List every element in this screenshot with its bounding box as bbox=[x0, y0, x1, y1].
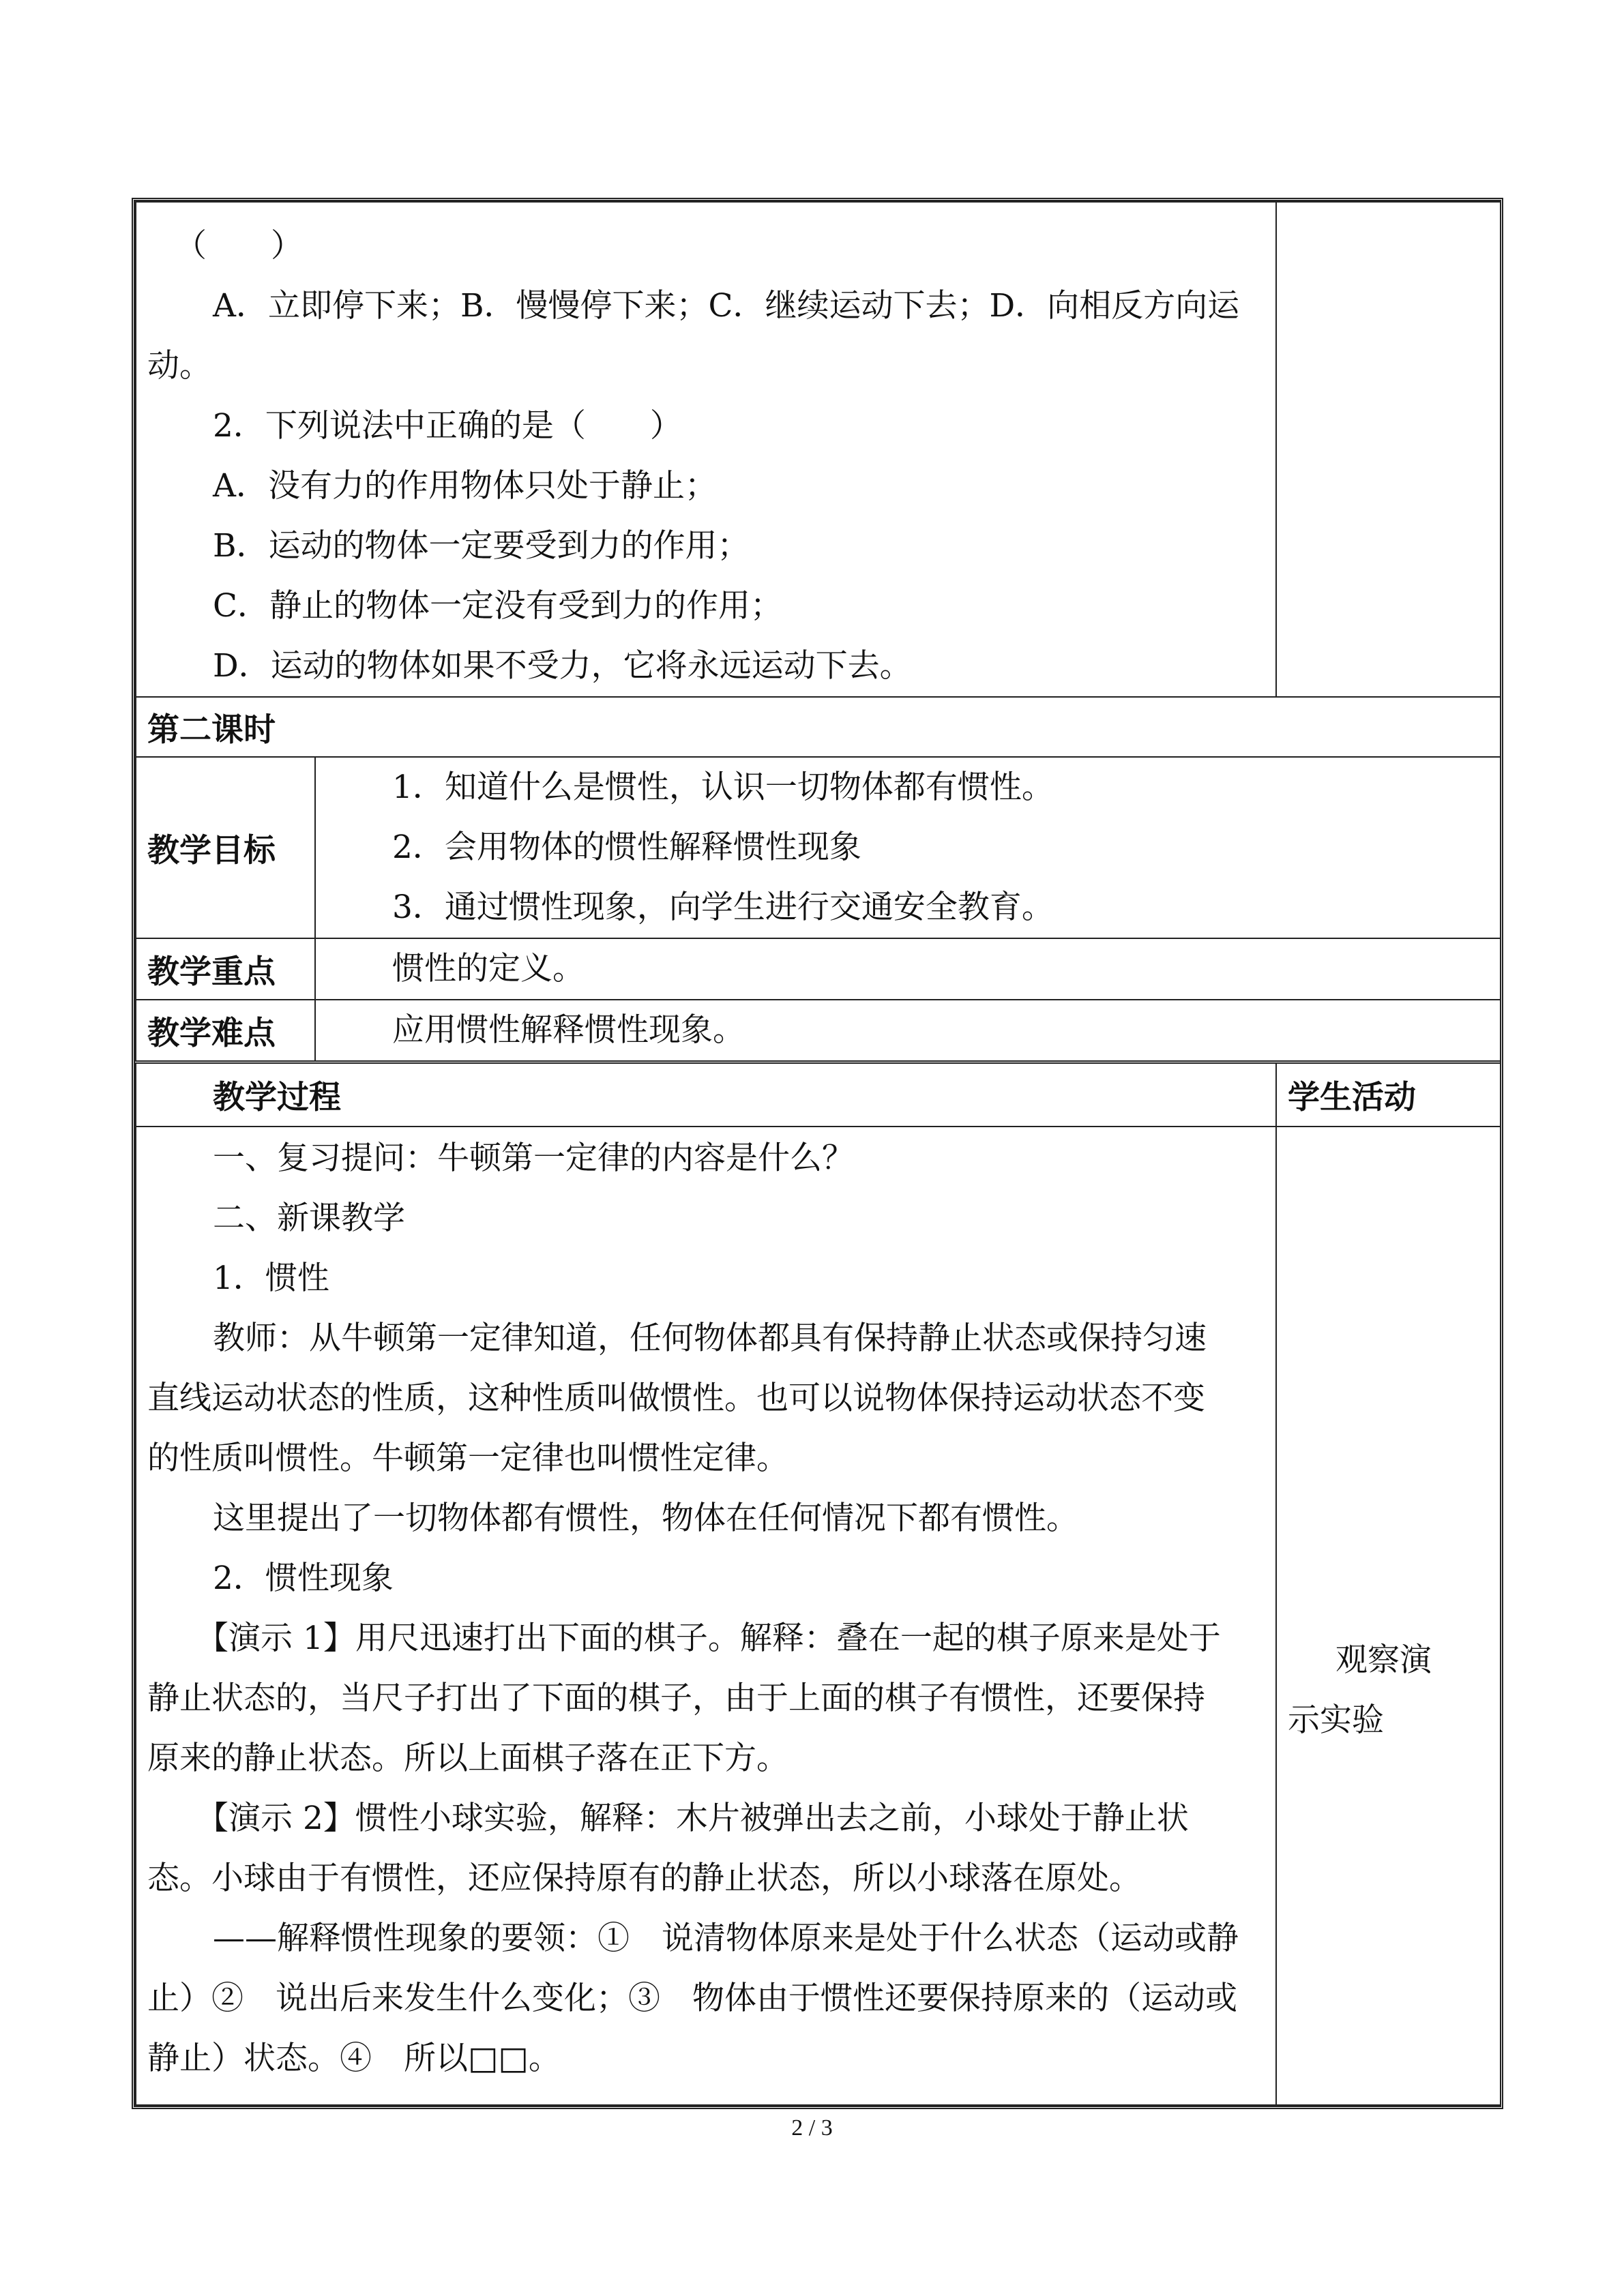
difficulty-text: 应用惯性解释惯性现象。 bbox=[392, 1011, 745, 1049]
goals-label: 教学目标 bbox=[136, 757, 315, 938]
exercise-cell bbox=[136, 202, 1276, 697]
q2-option-a: A．没有力的作用物体只处于静止； bbox=[213, 467, 717, 505]
new-lesson-heading: 二、新课教学 bbox=[213, 1199, 405, 1237]
key-point-text: 惯性的定义。 bbox=[392, 950, 585, 987]
difficulty-cell bbox=[315, 1000, 1501, 1062]
lesson-title: 第二课时 bbox=[147, 711, 276, 749]
goals-cell bbox=[315, 757, 1501, 938]
q2-text: 2．下列说法中正确的是（ ） bbox=[213, 407, 682, 445]
q1-options-line2: 动。 bbox=[147, 347, 211, 385]
process-header-cell bbox=[136, 1062, 1276, 1127]
difficulty-label: 教学难点 bbox=[136, 1000, 315, 1062]
process-body-cell bbox=[136, 1127, 1276, 2106]
teacher-line-3: 的性质叫惯性。牛顿第一定律也叫惯性定律。 bbox=[147, 1439, 788, 1477]
demo2-line-2: 态。小球由于有惯性，还应保持原有的静止状态，所以小球落在原处。 bbox=[147, 1859, 1141, 1897]
inertia-heading: 1．惯性 bbox=[213, 1259, 329, 1297]
q2-option-b: B．运动的物体一定要受到力的作用； bbox=[213, 527, 750, 565]
student-activity-line-1: 观察演 bbox=[1335, 1641, 1432, 1679]
demo1-line-2: 静止状态的，当尺子打出了下面的棋子，由于上面的棋子有惯性，还要保持 bbox=[147, 1679, 1205, 1717]
student-activity-cell bbox=[1276, 1127, 1501, 2106]
goal-2: 2．会用物体的惯性解释惯性现象 bbox=[392, 829, 861, 866]
exercise-activity-cell bbox=[1276, 202, 1501, 697]
activity-header: 学生活动 bbox=[1288, 1078, 1416, 1116]
teacher-line-2: 直线运动状态的性质，这种性质叫做惯性。也可以说物体保持运动状态不变 bbox=[147, 1379, 1205, 1417]
review-question: 一、复习提问：牛顿第一定律的内容是什么？ bbox=[213, 1139, 854, 1177]
method-line-1: ——解释惯性现象的要领：① 说清物体原来是处于什么状态（运动或静 bbox=[213, 1919, 1239, 1957]
process-header: 教学过程 bbox=[213, 1078, 341, 1116]
goal-3: 3．通过惯性现象，向学生进行交通安全教育。 bbox=[392, 889, 1054, 926]
page-number: 2 / 3 bbox=[791, 2115, 833, 2141]
key-point-label: 教学重点 bbox=[136, 938, 315, 1000]
demo1-line-3: 原来的静止状态。所以上面棋子落在正下方。 bbox=[147, 1739, 788, 1777]
teacher-line-1: 教师：从牛顿第一定律知道，任何物体都具有保持静止状态或保持匀速 bbox=[213, 1319, 1207, 1357]
lesson-title-cell bbox=[136, 697, 1501, 757]
lesson-plan-table bbox=[132, 198, 1503, 2109]
q1-options-line1: A．立即停下来；B．慢慢停下来；C．继续运动下去；D．向相反方向运 bbox=[213, 287, 1240, 325]
phenomena-heading: 2．惯性现象 bbox=[213, 1559, 394, 1597]
key-point-cell bbox=[315, 938, 1501, 1000]
activity-header-cell bbox=[1276, 1062, 1501, 1127]
student-activity-line-2: 示实验 bbox=[1288, 1701, 1384, 1739]
demo2-line-1: 【演示 2】惯性小球实验，解释：木片被弹出去之前，小球处于静止状 bbox=[196, 1799, 1189, 1837]
q2-option-d: D．运动的物体如果不受力，它将永远运动下去。 bbox=[213, 647, 912, 685]
method-line-2: 止）② 说出后来发生什么变化；③ 物体由于惯性还要保持原来的（运动或 bbox=[147, 1979, 1237, 2017]
q2-option-c: C．静止的物体一定没有受到力的作用； bbox=[213, 587, 782, 625]
method-line-3: 静止）状态。④ 所以□□。 bbox=[147, 2039, 561, 2077]
goal-1: 1．知道什么是惯性，认识一切物体都有惯性。 bbox=[392, 769, 1054, 806]
demo1-line-1: 【演示 1】用尺迅速打出下面的棋子。解释：叠在一起的棋子原来是处于 bbox=[196, 1619, 1221, 1657]
all-objects-text: 这里提出了一切物体都有惯性，物体在任何情况下都有惯性。 bbox=[213, 1499, 1078, 1537]
bracket-text: （ ） bbox=[175, 227, 303, 265]
